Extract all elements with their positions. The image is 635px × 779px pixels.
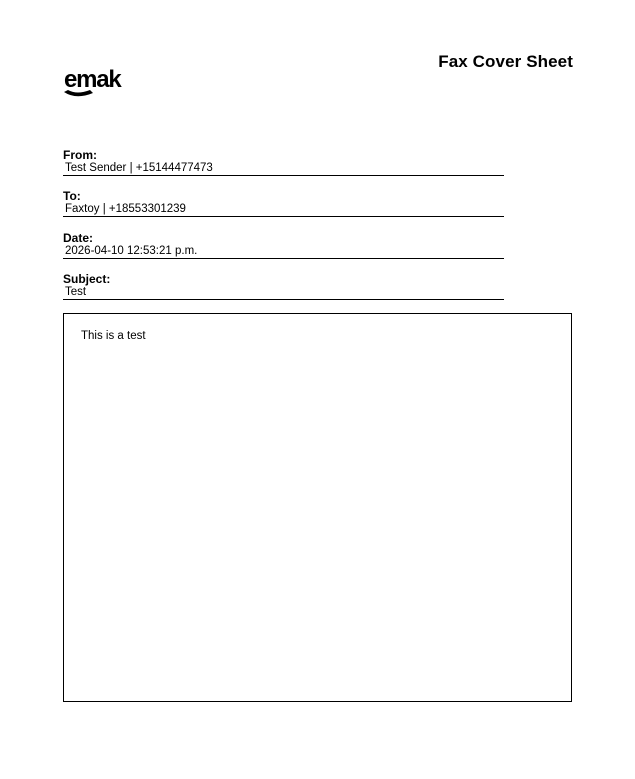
page-title: Fax Cover Sheet: [438, 52, 573, 71]
to-label: To:: [63, 189, 81, 203]
from-field: [63, 149, 504, 176]
date-label: Date:: [63, 231, 94, 245]
subject-value: Test: [63, 286, 504, 300]
emak-logo: [62, 66, 136, 102]
message-box: [63, 313, 572, 702]
from-label: From:: [63, 148, 97, 162]
from-value: Test Sender | +15144477473: [63, 162, 504, 176]
to-value: Faxtoy | +18553301239: [63, 203, 504, 217]
subject-field: [63, 273, 504, 300]
date-field: [63, 232, 504, 259]
svg-text:emak: emak: [64, 66, 121, 93]
to-field: [63, 190, 504, 217]
message-text: This is a test: [81, 330, 146, 342]
date-value: 2026-04-10 12:53:21 p.m.: [63, 245, 504, 259]
subject-label: Subject:: [63, 272, 111, 286]
